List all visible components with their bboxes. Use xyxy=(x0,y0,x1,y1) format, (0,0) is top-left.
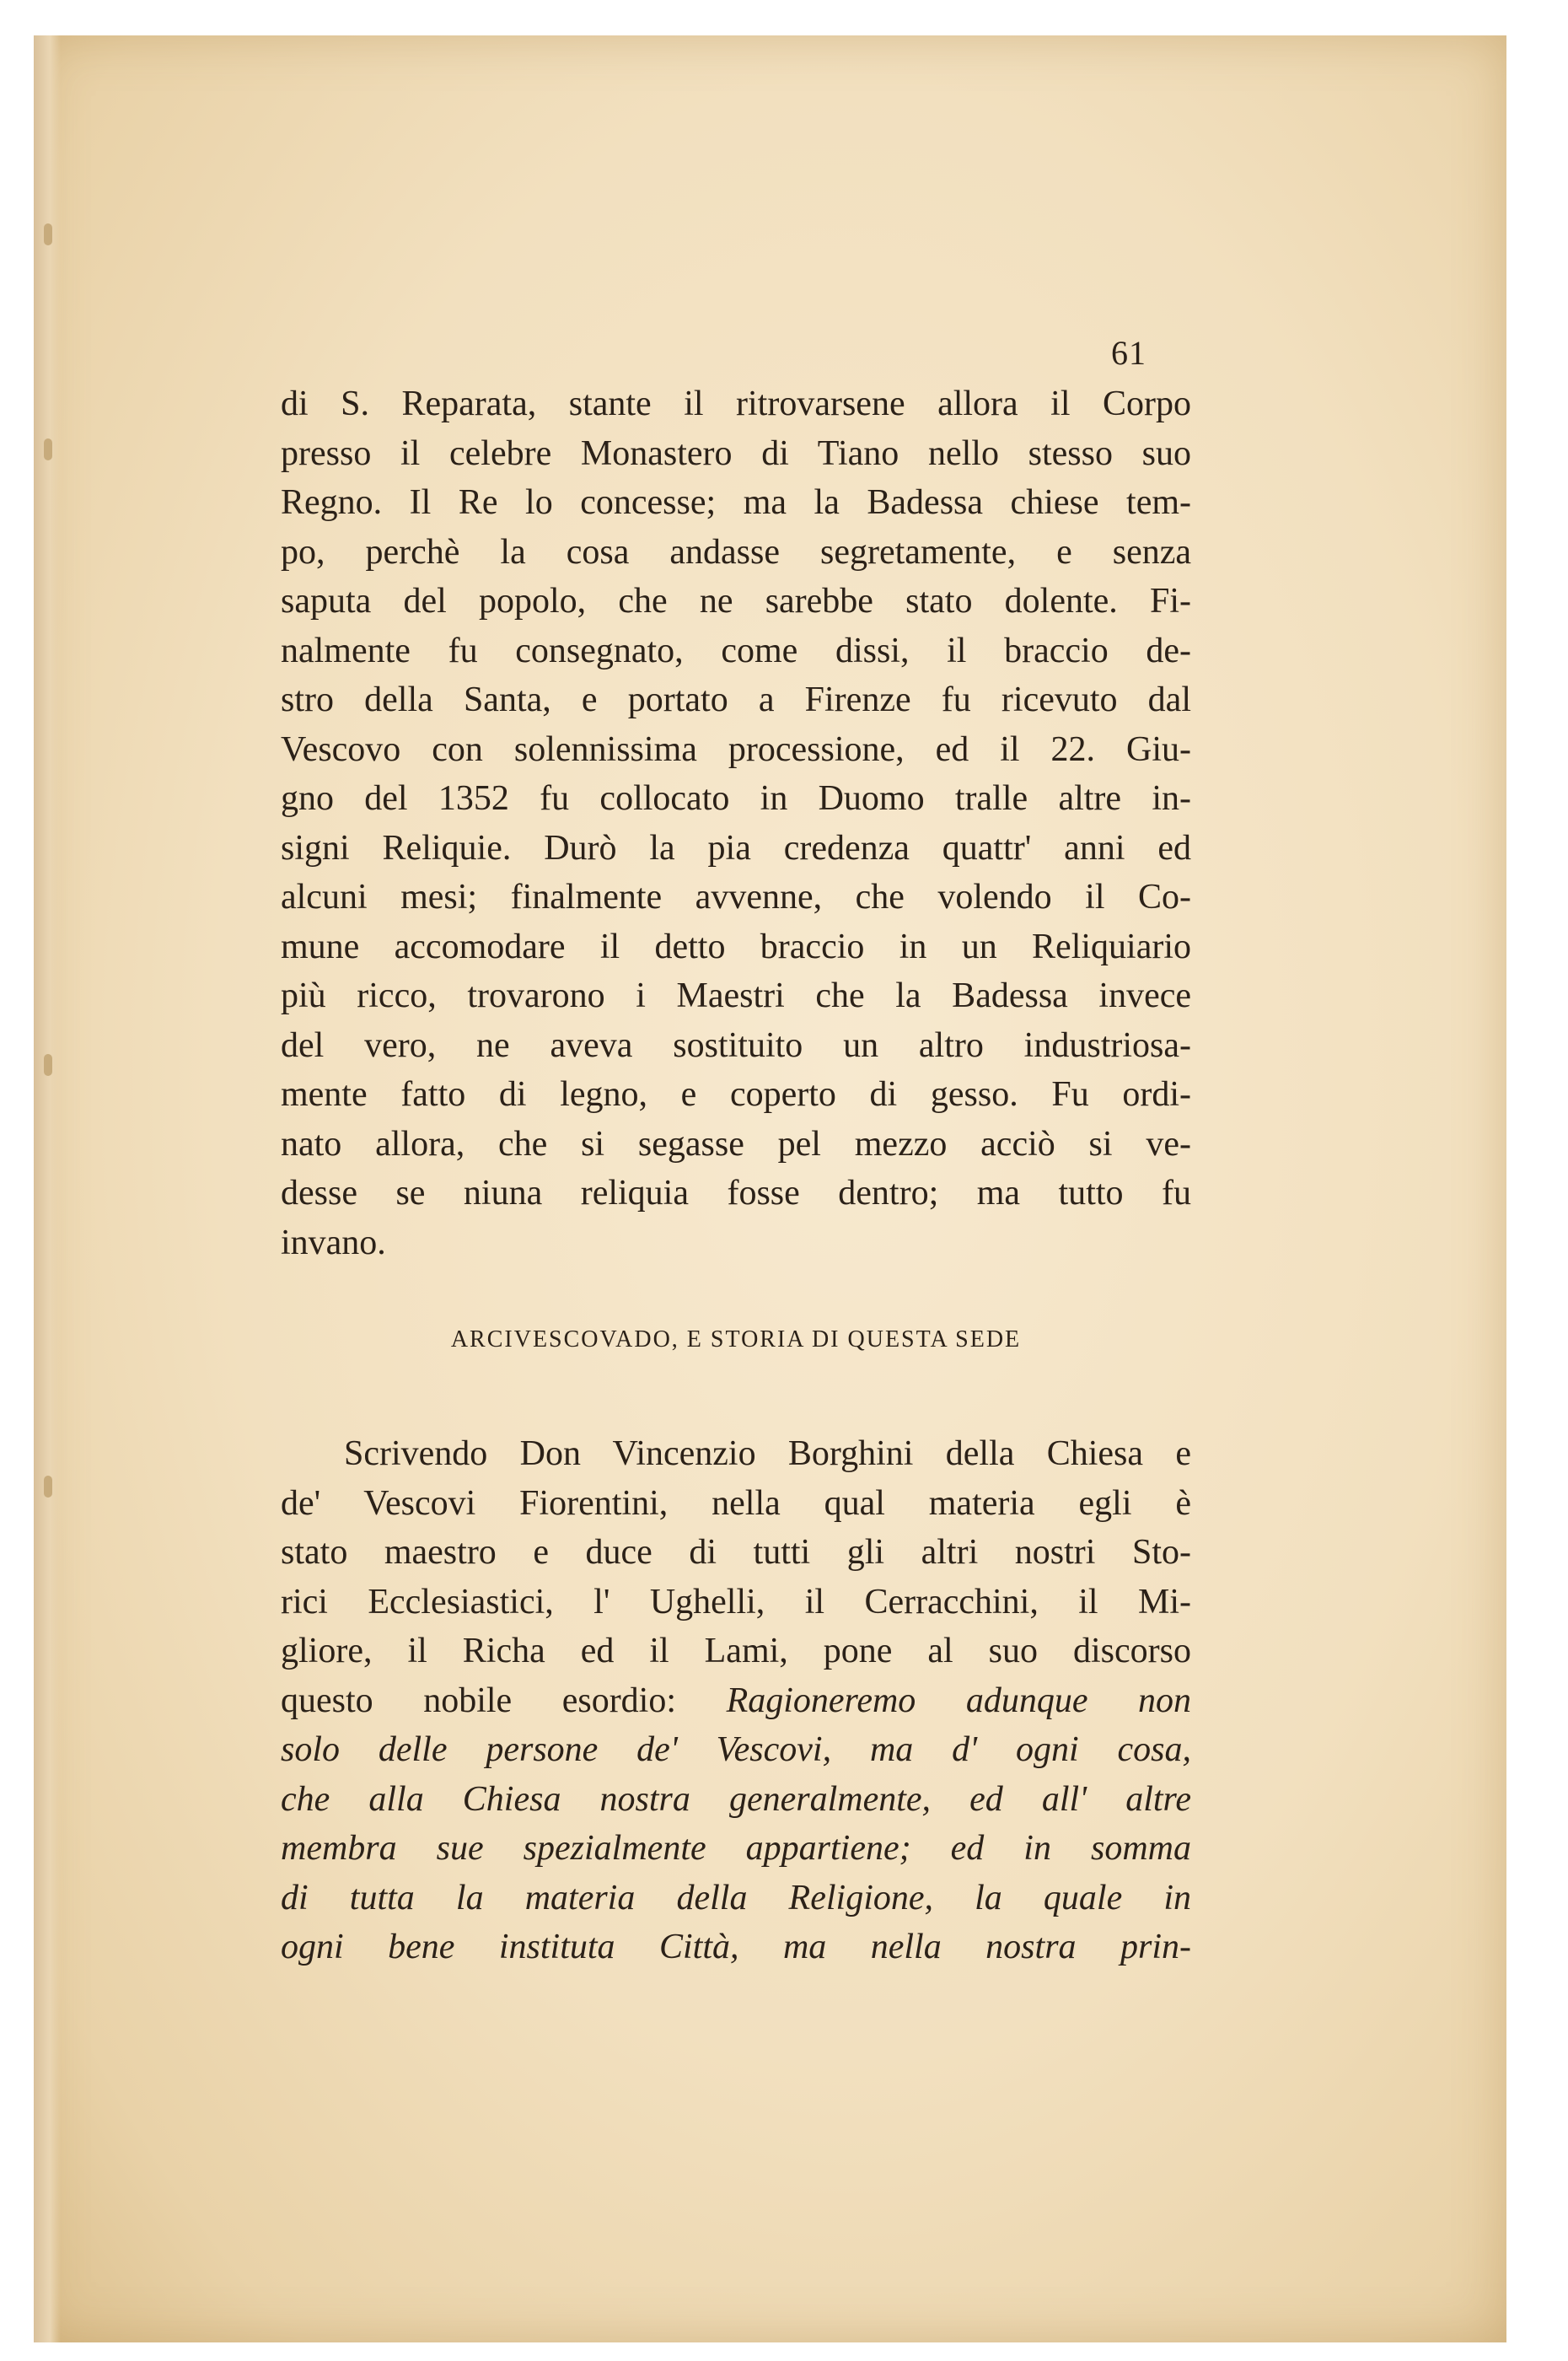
text-roman: questo nobile esordio: xyxy=(281,1681,677,1720)
text-line: alcuni mesi; finalmente avvenne, che volendo il Co- xyxy=(281,878,1191,917)
text-italic: Ragioneremo adunque non xyxy=(726,1681,1191,1720)
text-line-mixed xyxy=(281,1676,1191,1726)
text-line: gno del 1352 fu collocato in Duomo tralle altre in- xyxy=(281,779,1191,818)
text-line: nalmente fu consegnato, come dissi, il braccio de- xyxy=(281,631,1191,670)
text-line: del vero, ne aveva sostituito un altro industriosa- xyxy=(281,1025,1191,1065)
text-line: de' Vescovi Fiorentini, nella qual materia egli è xyxy=(281,1483,1191,1523)
section-heading: ARCIVESCOVADO, E STORIA DI QUESTA SEDE xyxy=(450,1326,1022,1353)
page-binding-edge xyxy=(34,35,61,2342)
text-line: invano. xyxy=(281,1223,386,1262)
text-line: gliore, il Richa ed il Lami, pone al suo discorso xyxy=(281,1632,1191,1670)
text-line: stato maestro e duce di tutti gli altri nostri Sto- xyxy=(281,1533,1191,1572)
text-line: stro della Santa, e portato a Firenze fu ricevuto dal xyxy=(281,680,1191,719)
text-line: più ricco, trovarono i Maestri che la Badessa invece xyxy=(281,976,1191,1015)
text-block xyxy=(281,337,1191,1972)
paragraph-2 xyxy=(281,1429,1191,1972)
text-line-italic: di tutta la materia della Religione, la quale in xyxy=(281,1878,1191,1917)
text-line: po, perchè la cosa andasse segretamente, e senza xyxy=(281,532,1191,572)
text-line: mente fatto di legno, e coperto di gesso. Fu ordi- xyxy=(281,1075,1191,1114)
text-line: Regno. Il Re lo concesse; ma la Badessa chiese tem- xyxy=(281,483,1191,522)
text-line: Scrivendo Don Vincenzio Borghini della Chiesa e xyxy=(344,1434,1191,1473)
text-line: signi Reliquie. Durò la pia credenza quattr' anni ed xyxy=(281,828,1191,868)
text-line: nato allora, che si segasse pel mezzo acciò si ve- xyxy=(281,1124,1191,1164)
text-line: saputa del popolo, che ne sarebbe stato dolente. Fi- xyxy=(281,582,1191,621)
text-line-italic: membra sue spezialmente appartiene; ed in somma xyxy=(281,1829,1191,1868)
text-line: presso il celebre Monastero di Tiano nello stesso suo xyxy=(281,433,1191,473)
text-line-italic: solo delle persone de' Vescovi, ma d' ogni cosa, xyxy=(281,1730,1191,1769)
binding-stitch xyxy=(44,1054,52,1076)
binding-stitch xyxy=(44,223,52,245)
text-line: desse se niuna reliquia fosse dentro; ma tutto fu xyxy=(281,1174,1191,1213)
text-line-italic: che alla Chiesa nostra generalmente, ed all' altre xyxy=(281,1779,1191,1819)
text-line: Vescovo con solennissima processione, ed il 22. Giu- xyxy=(281,729,1191,769)
page-number: 61 xyxy=(1111,334,1146,372)
text-line: mune accomodare il detto braccio in un Reliquiario xyxy=(281,927,1191,966)
binding-stitch xyxy=(44,1476,52,1498)
text-line-italic: ogni bene instituta Città, ma nella nostra prin- xyxy=(281,1928,1191,1966)
paragraph-1 xyxy=(281,379,1191,1267)
binding-stitch xyxy=(44,438,52,460)
text-line: di S. Reparata, stante il ritrovarsene allora il Corpo xyxy=(281,385,1191,423)
text-line: rici Ecclesiastici, l' Ughelli, il Cerracchini, il Mi- xyxy=(281,1582,1191,1622)
